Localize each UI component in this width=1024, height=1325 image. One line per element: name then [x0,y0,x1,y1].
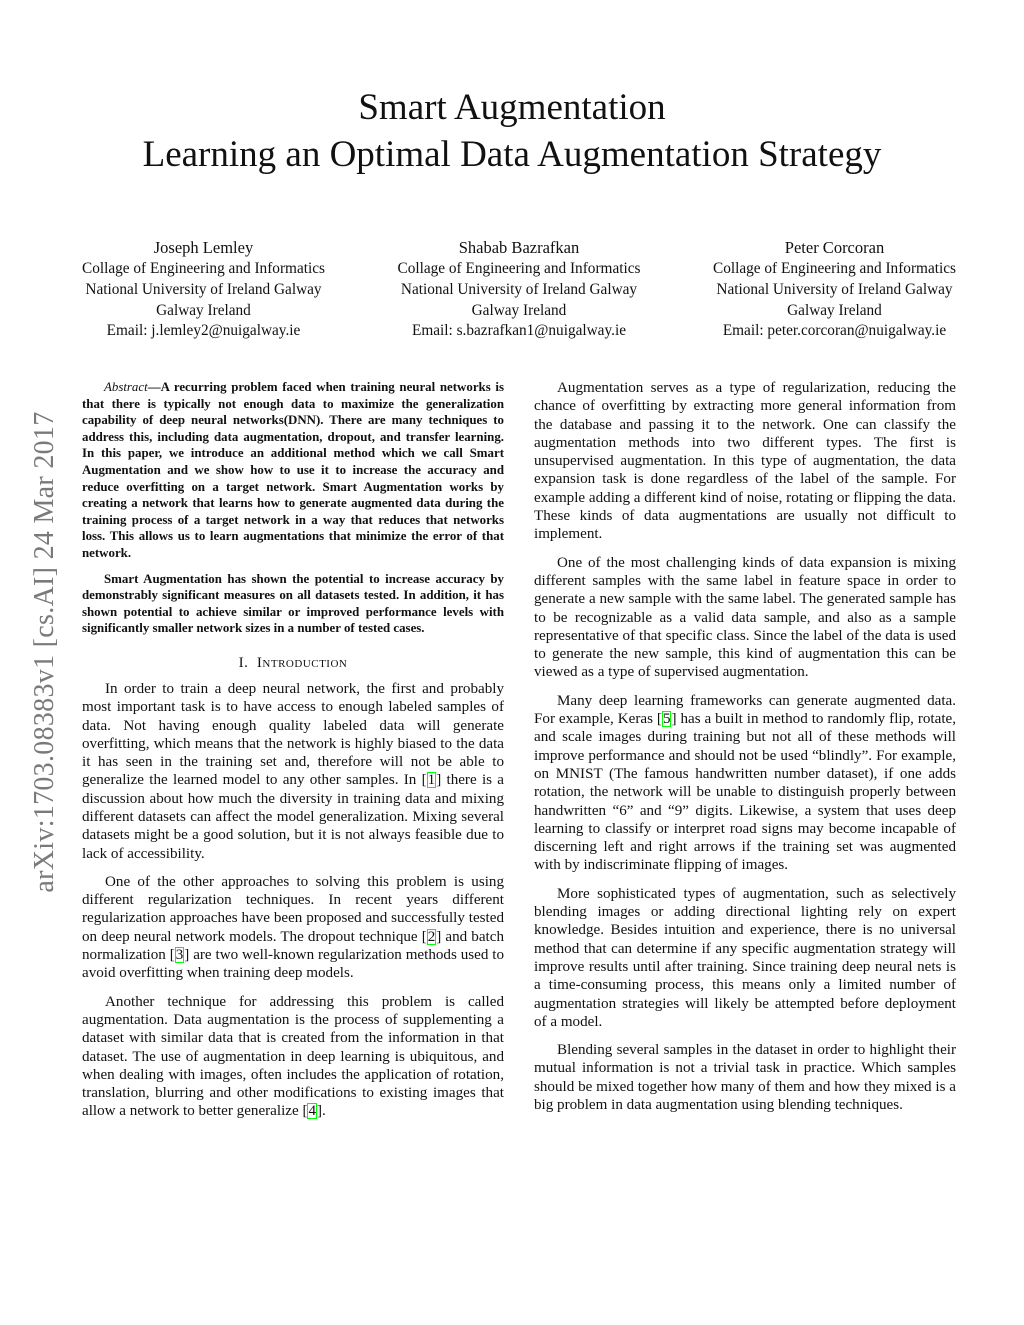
author [82,237,325,342]
body-paragraph: Many deep learning frameworks can generate augmented data. For example, Keras [5] has a built in method to randomly flip, rotate, and scale images during training but not all of these methods will improve performance and should not be used “blindly”. For example, on MNIST (The famous handwritten number dataset), if one adds rotation, the network will be unable to distinguish properly between handwritten “6” and “9” digits. Likewise, a system that uses deep learning to classify or interpret road signs may become incapable of discerning left and right arrows if the training set was augmented with by indiscriminate flipping of images. [534,692,956,874]
author-email: Email: peter.corcoran@nuigalway.ie [722,322,947,340]
citation-link[interactable]: 2 [427,928,436,945]
abstract-label: Abstract [104,380,148,394]
author-email: Email: j.lemley2@nuigalway.ie [106,322,301,340]
author-affiliation: Collage of Engineering and Informatics [397,260,641,277]
citation-link[interactable]: 4 [308,1103,317,1120]
paragraph-text: are two well-known regularization methods used to avoid overfitting when training deep models. [82,947,504,982]
paragraph-text: has a built in method to randomly flip, rotate, and scale images during training but not all of these methods will improve performance and should not be used “blindly”. For example, on MNIST (The famous handwritten number dataset), if one adds rotation, the network will be unable to distinguish properly between handwritten “6” and “9” digits. Likewise, a system that uses deep learning to classify or interpret road signs may become incapable of discerning left and right arrows if the training set was augmented with by indiscriminate flipping of images. [534,711,956,874]
body-paragraph: One of the other approaches to solving this problem is using different regularization techniques. In recent years different regularization approaches have been proposed and successfully tested on deep neural network models. The dropout technique [2] and batch normalization [3] are two well-known regularization methods used to avoid overfitting when training deep models. [82,873,504,982]
title-line-2: Learning an Optimal Data Augmentation Strategy [142,134,882,175]
author-location: Galway Ireland [787,301,882,319]
paragraph-text: Many deep learning frameworks can generate augmented data. For example, Keras [534,692,956,728]
section-number: I. [238,654,249,671]
left-body [82,680,504,1121]
paragraph-text: More sophisticated types of augmentation, such as selectively blending images or adding directional lighting rely on expert knowledge. Besides intuition and experience, there is no universal method that can determine if any specific augmentation strategy will improve results until after training. Since training deep neural nets is a time-consuming process, this means only a limited number of augmentation strategies will likely be attempted before deployment of a model. [534,885,956,1030]
paragraph-text: there is a discussion about how much the diversity in training data and mixing different datasets can affect the model generalization. Mixing several datasets might be a good solution, but it is not always feasible due to lack of accessibility. [82,772,504,862]
paragraph-text: Augmentation serves as a type of regularization, reducing the chance of overfitting by extracting more general information from the database and passing it to the network. One can classify the augmentation methods into two different types. The first is unsupervised augmentation. In this type of augmentation, the data expansion task is done regardless of the label of the sample. For example adding a different kind of noise, rotating or flipping the data. These kinds of data augmentations are usually not difficult to implement. [534,380,956,543]
author-name: Joseph Lemley [153,238,254,257]
abstract-text: —A recurring problem faced when training neural networks is that there is typically not enough data to maximize the generalization capability of deep neural networks(DNN). There are many techniques to address this, including data augmentation, dropout, and transfer learning. In this paper, we introduce an additional method which we call Smart Augmentation and we show how to use it to increase the accuracy and reduce overfitting on a target network. Smart Augmentation works by creating a network that learns how to generate augmented data during the training process of a target network in a way that reduces that networks loss. This allows us to learn augmentations that minimize the error of that network. [82,380,504,560]
author-affiliation: Collage of Engineering and Informatics [82,260,325,277]
right-body [534,379,956,1114]
abstract-paragraph: Smart Augmentation has shown the potential to increase accuracy by demonstrably significant measures on all datasets tested. In addition, it has shown potential to achieve similar or improved performance levels with significantly smaller network sizes in a number of tested cases. [82,571,504,636]
author [398,237,641,342]
right-column [534,379,956,1124]
abstract-paragraph [82,379,504,562]
paragraph-text: Blending several samples in the dataset in order to highlight their mutual information is not a trivial task in practice. Which samples should be mixed together how many of them and how they mixed is a big problem in data augmentation using blending techniques. [534,1042,956,1113]
author-affiliation: Collage of Engineering and Informatics [713,260,956,277]
paragraph-text: Another technique for addressing this problem is called augmentation. Data augmentation is the process of supplementing a dataset with similar data that is created from the information in that dataset. The use of augmentation in deep learning is ubiquitous, and when dealing with images, often includes the application of rotation, translation, blurring and other modifications to existing images that allow a network to better generalize [82,993,504,1120]
body-paragraph [534,379,956,544]
paper-title [0,84,1024,178]
body-paragraph [534,885,956,1031]
body-paragraph [534,554,956,682]
citation-link[interactable]: 1 [427,772,436,789]
body-paragraph [534,1041,956,1114]
paragraph-text: In order to train a deep neural network, the first and probably most important task is to have access to enough labeled samples of data. Not having enough quality labeled data will generate overfitting, which means that the network is highly biased to the data it has seen in the training set and, therefore will not be able to generalize the learned model to any other samples. In [82,680,504,789]
author-university: National University of Ireland Galway [400,280,638,298]
section-title: Introduction [256,654,348,671]
author-block [82,237,956,342]
citation-link[interactable]: 3 [175,947,184,964]
section-heading [82,655,504,672]
body-paragraph: In order to train a deep neural network, the first and probably most important task is to have access to enough labeled samples of data. Not having enough quality labeled data will generate overfitting, which means that the network is highly biased to the data it has seen in the training set and, therefore will not be able to generalize the learned model to any other samples. In [1] there is a discussion about how much the diversity in training data and mixing different datasets can affect the model generalization. Mixing several datasets might be a good solution, but it is not always feasible due to lack of accessibility. [82,680,504,862]
citation-link[interactable]: 5 [662,711,671,728]
author [713,237,956,342]
body-paragraph: Another technique for addressing this problem is called augmentation. Data augmentation is the process of supplementing a dataset with similar data that is created from the information in that dataset. The use of augmentation in deep learning is ubiquitous, and when dealing with images, often includes the application of rotation, translation, blurring and other modifications to existing images that allow a network to better generalize [4]. [82,993,504,1120]
arxiv-identifier: arXiv:1703.08383v1 [cs.AI] 24 Mar 2017 [29,411,60,893]
author-email: Email: s.bazrafkan1@nuigalway.ie [411,322,626,340]
paragraph-text: One of the other approaches to solving this problem is using different regularization techniques. In recent years different regularization approaches have been proposed and successfully tested on deep neural network models. The dropout technique [82,873,504,945]
author-name: Peter Corcoran [784,238,885,257]
title-line-1: Smart Augmentation [358,87,666,128]
author-university: National University of Ireland Galway [716,280,953,298]
paragraph-text: One of the most challenging kinds of data expansion is mixing different samples with the same label in feature space in order to generate a new sample with the same label. The generated sample has to be recognizable as a valid data sample, and also as a sample representative of that specific class. Since the label of the data is used to generate the new sample, this kind of augmentation this can be viewed as a type of supervised augmentation. [534,554,956,681]
author-university: National University of Ireland Galway [85,280,322,298]
left-column [82,379,504,1131]
paragraph-text: . [322,1103,326,1120]
paragraph-text: and batch normalization [82,928,504,964]
author-location: Galway Ireland [156,301,251,319]
author-name: Shabab Bazrafkan [458,238,580,257]
author-location: Galway Ireland [471,301,567,319]
